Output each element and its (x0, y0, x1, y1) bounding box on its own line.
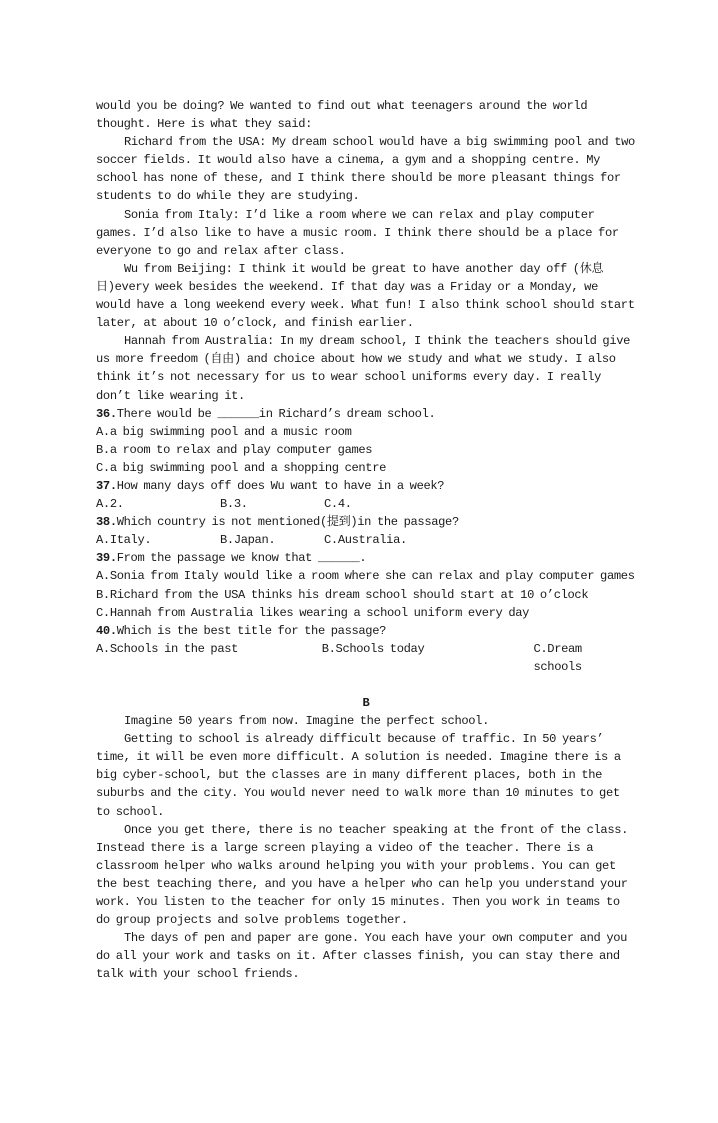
option-37-a: A.2. (96, 497, 124, 512)
question-number: 36. (96, 406, 117, 421)
passage-a-intro: would you be doing? We wanted to find out what teenagers around the world thought. Here is what they said: (96, 99, 588, 132)
option-38-a: A.Italy. (96, 533, 152, 548)
question-37 (96, 477, 636, 495)
passage-a-paragraph-richard: Richard from the USA: My dream school would have a big swimming pool and two soccer fields. It would also have a cinema, a gym and a shopping centre. My school has none of these, and I think there should be more pleasant things for students to do while they are studying. (96, 135, 635, 204)
question-40 (96, 622, 636, 640)
option-37-c: C.4. (324, 497, 352, 512)
options-40 (96, 640, 636, 676)
passage-b-paragraph-1: Imagine 50 years from now. Imagine the perfect school. (124, 714, 490, 729)
option-39-a: A.Sonia from Italy would like a room where she can relax and play computer games (96, 569, 635, 584)
option-38-b: B.Japan. (220, 533, 276, 548)
question-number: 37. (96, 478, 117, 493)
question-number: 40. (96, 623, 117, 638)
question-text: How many days off does Wu want to have in a week? (116, 478, 445, 493)
passage-a-paragraph-wu: Wu from Beijing: I think it would be great to have another day off (休息日)every week besides the weekend. If that day was a Friday or a Monday, we would have a long weekend every week. What fun! I also think school should start later, at about 10 o’clock, and finish earlier. (96, 261, 635, 331)
option-39-c: C.Hannah from Australia likes wearing a school uniform every day (96, 605, 530, 620)
question-36 (96, 405, 636, 423)
option-36-b: B.a room to relax and play computer games (96, 442, 373, 457)
question-number: 39. (96, 551, 117, 566)
question-number: 38. (96, 515, 117, 530)
question-text: Which country is not mentioned(提到)in the passage? (116, 515, 459, 530)
option-40-b: B.Schools today (321, 641, 425, 656)
passage-a-paragraph-hannah: Hannah from Australia: In my dream school, I think the teachers should give us more freedom (自由) and choice about how we study and what we study. I also think it’s not necessary for us to wear school uniforms every day. I really don’t like wearing it. (96, 334, 631, 403)
question-38 (96, 513, 636, 531)
option-39-b: B.Richard from the USA thinks his dream school should start at 10 o’clock (96, 587, 589, 602)
option-40-c: C.Dream schools (533, 641, 582, 674)
question-39 (96, 549, 636, 567)
passage-b-paragraph-2: Getting to school is already difficult because of traffic. In 50 years’ time, it will be even more difficult. A solution is needed. Imagine there is a big cyber-school, but the classes are in many different places, both in the suburbs and the city. You would never need to walk more than 10 minutes to get to school. (96, 732, 621, 819)
passage-b-paragraph-3: Once you get there, there is no teacher speaking at the front of the class. Instead there is a large screen playing a video of the teacher. There is a classroom helper who walks around helping you with your problems. You can get the best teaching there, and you have a helper who can help you understand your work. You listen to the teacher for only 15 minutes. Then you work in teams to do group projects and solve problems together. (96, 822, 629, 928)
options-38 (96, 531, 636, 549)
question-text: Which is the best title for the passage? (116, 623, 387, 638)
option-38-c: C.Australia. (324, 533, 407, 548)
question-text: From the passage we know that ______. (116, 551, 367, 566)
option-36-c: C.a big swimming pool and a shopping centre (96, 460, 387, 475)
passage-a-paragraph-sonia: Sonia from Italy: I’d like a room where we can relax and play computer games. I’d also like to have a music room. I think there should be a place for everyone to go and relax after class. (96, 207, 619, 258)
option-36-a: A.a big swimming pool and a music room (96, 424, 352, 439)
document-page (96, 97, 636, 984)
passage-b-paragraph-4: The days of pen and paper are gone. You each have your own computer and you do all your work and tasks on it. After classes finish, you can stay there and talk with your school friends. (96, 931, 628, 982)
option-40-a: A.Schools in the past (96, 641, 239, 656)
section-heading-b: B (362, 696, 370, 710)
question-text: There would be ______in Richard’s dream school. (116, 406, 436, 421)
options-37 (96, 495, 636, 513)
option-37-b: B.3. (220, 497, 248, 512)
